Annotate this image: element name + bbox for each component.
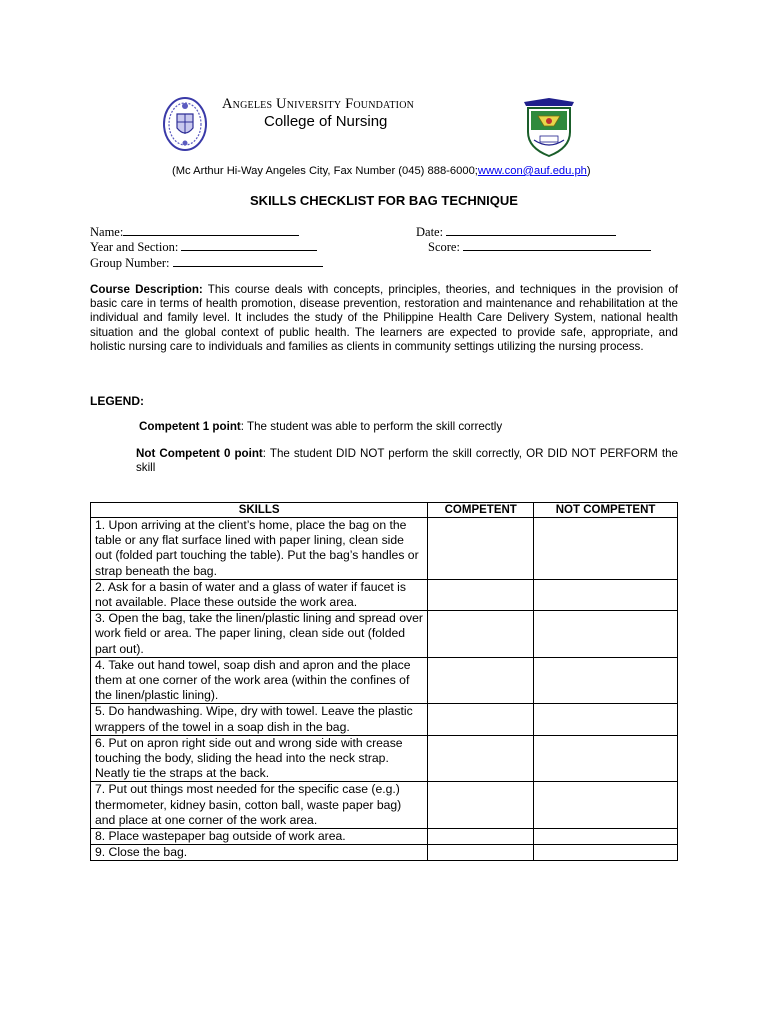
course-description-label: Course Description: xyxy=(90,283,203,296)
not-competent-cell[interactable] xyxy=(534,611,678,658)
legend-competent-text: : The student was able to perform the skill correctly xyxy=(240,420,503,433)
year-section-blank[interactable] xyxy=(181,239,317,251)
skill-cell: 9. Close the bag. xyxy=(91,845,428,861)
header-skills: SKILLS xyxy=(91,503,428,518)
skill-cell: 5. Do handwashing. Wipe, dry with towel. Leave the plastic wrappers of the towel in a soap dish in the bag. xyxy=(91,704,428,735)
group-number-blank[interactable] xyxy=(173,255,323,267)
year-section-field xyxy=(90,239,317,255)
college-of-nursing-crest-icon xyxy=(520,96,578,158)
competent-cell[interactable] xyxy=(428,611,534,658)
table-row xyxy=(91,704,678,735)
date-blank[interactable] xyxy=(446,224,616,236)
skill-cell: 2. Ask for a basin of water and a glass of water if faucet is not available. Place these outside the work area. xyxy=(91,579,428,610)
not-competent-cell[interactable] xyxy=(534,518,678,580)
legend-competent xyxy=(139,420,502,433)
legend-not-competent-text: : The student DID NOT perform the skill correctly, OR DID NOT PERFORM the skill xyxy=(136,447,678,474)
skills-checklist-table xyxy=(90,502,678,861)
document-title: SKILLS CHECKLIST FOR BAG TECHNIQUE xyxy=(250,193,518,208)
contact-address xyxy=(172,165,591,177)
college-name: College of Nursing xyxy=(264,113,388,130)
not-competent-cell[interactable] xyxy=(534,829,678,845)
skill-cell: 8. Place wastepaper bag outside of work area. xyxy=(91,829,428,845)
table-row xyxy=(91,611,678,658)
competent-cell[interactable] xyxy=(428,657,534,704)
competent-cell[interactable] xyxy=(428,704,534,735)
not-competent-cell[interactable] xyxy=(534,657,678,704)
table-row xyxy=(91,657,678,704)
skill-cell: 7. Put out things most needed for the specific case (e.g.) thermometer, kidney basin, cotton ball, waste paper bag) and place at one corner of the work area. xyxy=(91,782,428,829)
group-number-label: Group Number: xyxy=(90,256,170,270)
skill-cell: 3. Open the bag, take the linen/plastic lining and spread over work field or area. The paper lining, clean side out (folded part out). xyxy=(91,611,428,658)
not-competent-cell[interactable] xyxy=(534,735,678,782)
not-competent-cell[interactable] xyxy=(534,782,678,829)
not-competent-cell[interactable] xyxy=(534,704,678,735)
skill-cell: 4. Take out hand towel, soap dish and apron and the place them at one corner of the work area (within the confines of the linen/plastic lining). xyxy=(91,657,428,704)
header-competent: COMPETENT xyxy=(428,503,534,518)
table-row xyxy=(91,829,678,845)
university-name: Angeles University Foundation xyxy=(222,96,415,112)
skill-cell: 6. Put on apron right side out and wrong side with crease touching the body, sliding the head into the neck strap. Neatly tie the straps at the back. xyxy=(91,735,428,782)
name-blank[interactable] xyxy=(123,224,299,236)
skill-cell: 1. Upon arriving at the client’s home, place the bag on the table or any flat surface lined with paper lining, clean side out (folded part touching the table). Put the bag’s handles or strap beneath the bag. xyxy=(91,518,428,580)
score-field xyxy=(428,239,651,255)
score-label: Score: xyxy=(428,240,460,254)
course-description-text: This course deals with concepts, principles, theories, and techniques in the provision of basic care in terms of health promotion, disease prevention, restoration and maintenance and rehabilitation at the individual and family level. It includes the study of the Philippine Health Care Delivery System, national health situation and the global context of public health. The learners are expected to provide safe, appropriate, and holistic nursing care to individuals and families as clients in community settings utilizing the nursing process. xyxy=(90,283,678,353)
legend-competent-label: Competent 1 point xyxy=(139,420,241,433)
legend-not-competent xyxy=(136,447,678,475)
competent-cell[interactable] xyxy=(428,735,534,782)
name-label: Name: xyxy=(90,225,124,239)
table-row xyxy=(91,845,678,861)
competent-cell[interactable] xyxy=(428,782,534,829)
table-header-row xyxy=(91,503,678,518)
address-text: (Mc Arthur Hi-Way Angeles City, Fax Number (045) 888-6000; xyxy=(172,165,478,177)
name-field xyxy=(90,224,299,240)
table-row xyxy=(91,579,678,610)
table-row xyxy=(91,518,678,580)
competent-cell[interactable] xyxy=(428,579,534,610)
legend-title: LEGEND: xyxy=(90,394,144,408)
header-not-competent: NOT COMPETENT xyxy=(534,503,678,518)
year-section-label: Year and Section: xyxy=(90,240,179,254)
address-close: ) xyxy=(586,165,591,177)
university-seal-icon xyxy=(162,96,208,152)
score-blank[interactable] xyxy=(463,239,651,251)
competent-cell[interactable] xyxy=(428,829,534,845)
competent-cell[interactable] xyxy=(428,518,534,580)
date-label: Date: xyxy=(416,225,444,239)
competent-cell[interactable] xyxy=(428,845,534,861)
group-number-field xyxy=(90,255,323,271)
table-row xyxy=(91,735,678,782)
legend-not-competent-label: Not Competent 0 point xyxy=(136,447,263,460)
not-competent-cell[interactable] xyxy=(534,845,678,861)
not-competent-cell[interactable] xyxy=(534,579,678,610)
course-description xyxy=(90,283,678,354)
email-link[interactable]: www.con@auf.edu.ph xyxy=(477,165,587,177)
date-field xyxy=(416,224,616,240)
table-row xyxy=(91,782,678,829)
